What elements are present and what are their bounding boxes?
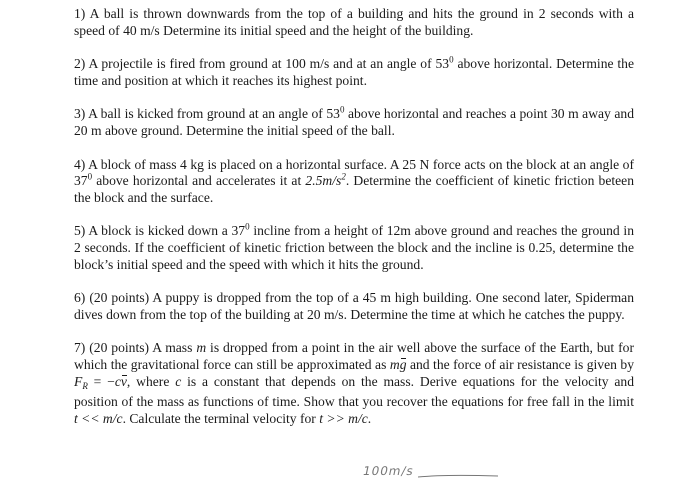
problem-2 [74,56,634,89]
problem-7-number: 7) [74,340,86,356]
problem-4 [74,157,634,207]
problem-7-t3: and the force of air resistance is given by [406,356,635,372]
problem-2-text-a: A projectile is fired from ground at 100 m/s and at an angle of 53 [88,56,450,72]
problem-3-text-a: A ball is kicked from ground at an angle of 53 [88,106,340,122]
problem-3-number: 3) [74,106,86,122]
problem-4-text-a: A block of mass 4 kg is placed on a horizontal surface. A 25 N force acts on the block at an angle of 37 [74,156,634,189]
problem-7 [74,340,634,427]
problem-2-number: 2) [74,56,86,72]
problem-7-c: c [175,373,182,389]
problem-1 [74,6,634,39]
problem-1-text: A ball is thrown downwards from the top of a building and hits the ground in 2 seconds with a speed of 40 m/s Determine its initial speed and the height of the building. [74,6,635,38]
problem-4-accel-exp: 2 [341,171,346,182]
problem-sheet [74,6,634,427]
problem-6 [74,290,634,323]
problem-4-accel: 2.5m/s [305,173,342,189]
problem-7-fr-sub: R [82,380,88,391]
problem-5-number: 5) [74,223,86,239]
problem-4-text-b: above horizontal and accelerates it at [92,173,306,189]
problem-2-degree: 0 [449,54,454,65]
problem-3-degree: 0 [339,104,345,115]
problem-7-limit-1: t << m/c [74,410,123,426]
problem-7-mg-g-vector: g [399,356,407,372]
problem-5-text-b: incline from a height of 12m above ground and reaches the ground in 2 seconds. If the coefficient of kinetic friction between the block and the incline is 0.25, determine the block’s initial speed and the speed with which it hits the ground. [74,223,635,272]
problem-7-fr-c: c [114,373,121,389]
problem-7-fr-f: F [74,373,83,389]
problem-7-mass-symbol: m [196,340,207,356]
handwritten-note: 100m/s [361,464,416,478]
problem-6-number: 6) [74,290,86,306]
problem-5-degree: 0 [245,221,250,232]
problem-7-t1: (20 points) A mass [89,340,197,356]
problem-2-text-b: above horizontal. Determine the time and position at which it reaches its highest point. [74,56,634,88]
problem-7-fr-v-vector: v [120,373,127,389]
problem-5 [74,223,634,273]
problem-1-number: 1) [74,6,86,21]
problem-7-mg-m: m [389,356,400,372]
problem-7-t4: , where [126,373,176,389]
problem-6-text: (20 points) A puppy is dropped from the top of a 45 m high building. One second later, Spiderman dives down from the top of the building at 20 m/s. Determine the time at which he catches the puppy. [74,290,634,322]
problem-3 [74,106,634,139]
problem-4-degree: 0 [87,171,93,182]
problem-5-text-a: A block is kicked down a 37 [88,223,246,239]
problem-4-number: 4) [74,156,86,172]
problem-7-limit-2: t >> m/c [319,410,368,426]
problem-7-t7: . [367,410,372,426]
problem-4-text-c: . Determine the coefficient of kinetic friction beteen the block and the surface. [74,173,634,205]
problem-7-t6: . Calculate the terminal velocity for [122,410,320,426]
problem-7-t2: is dropped from a point in the air well above the surface of the Earth, but for which the gravitational force can still be approximated as [74,340,634,372]
problem-3-text-b: above horizontal and reaches a point 30 m away and 20 m above ground. Determine the initial speed of the ball. [74,106,634,138]
problem-7-t5: is a constant that depends on the mass. Derive equations for the velocity and position of the mass as functions of time. Show that you recover the equations for free fall in the limit [74,373,635,410]
handwritten-underline [418,474,498,478]
problem-7-fr-eq: = − [87,373,115,389]
